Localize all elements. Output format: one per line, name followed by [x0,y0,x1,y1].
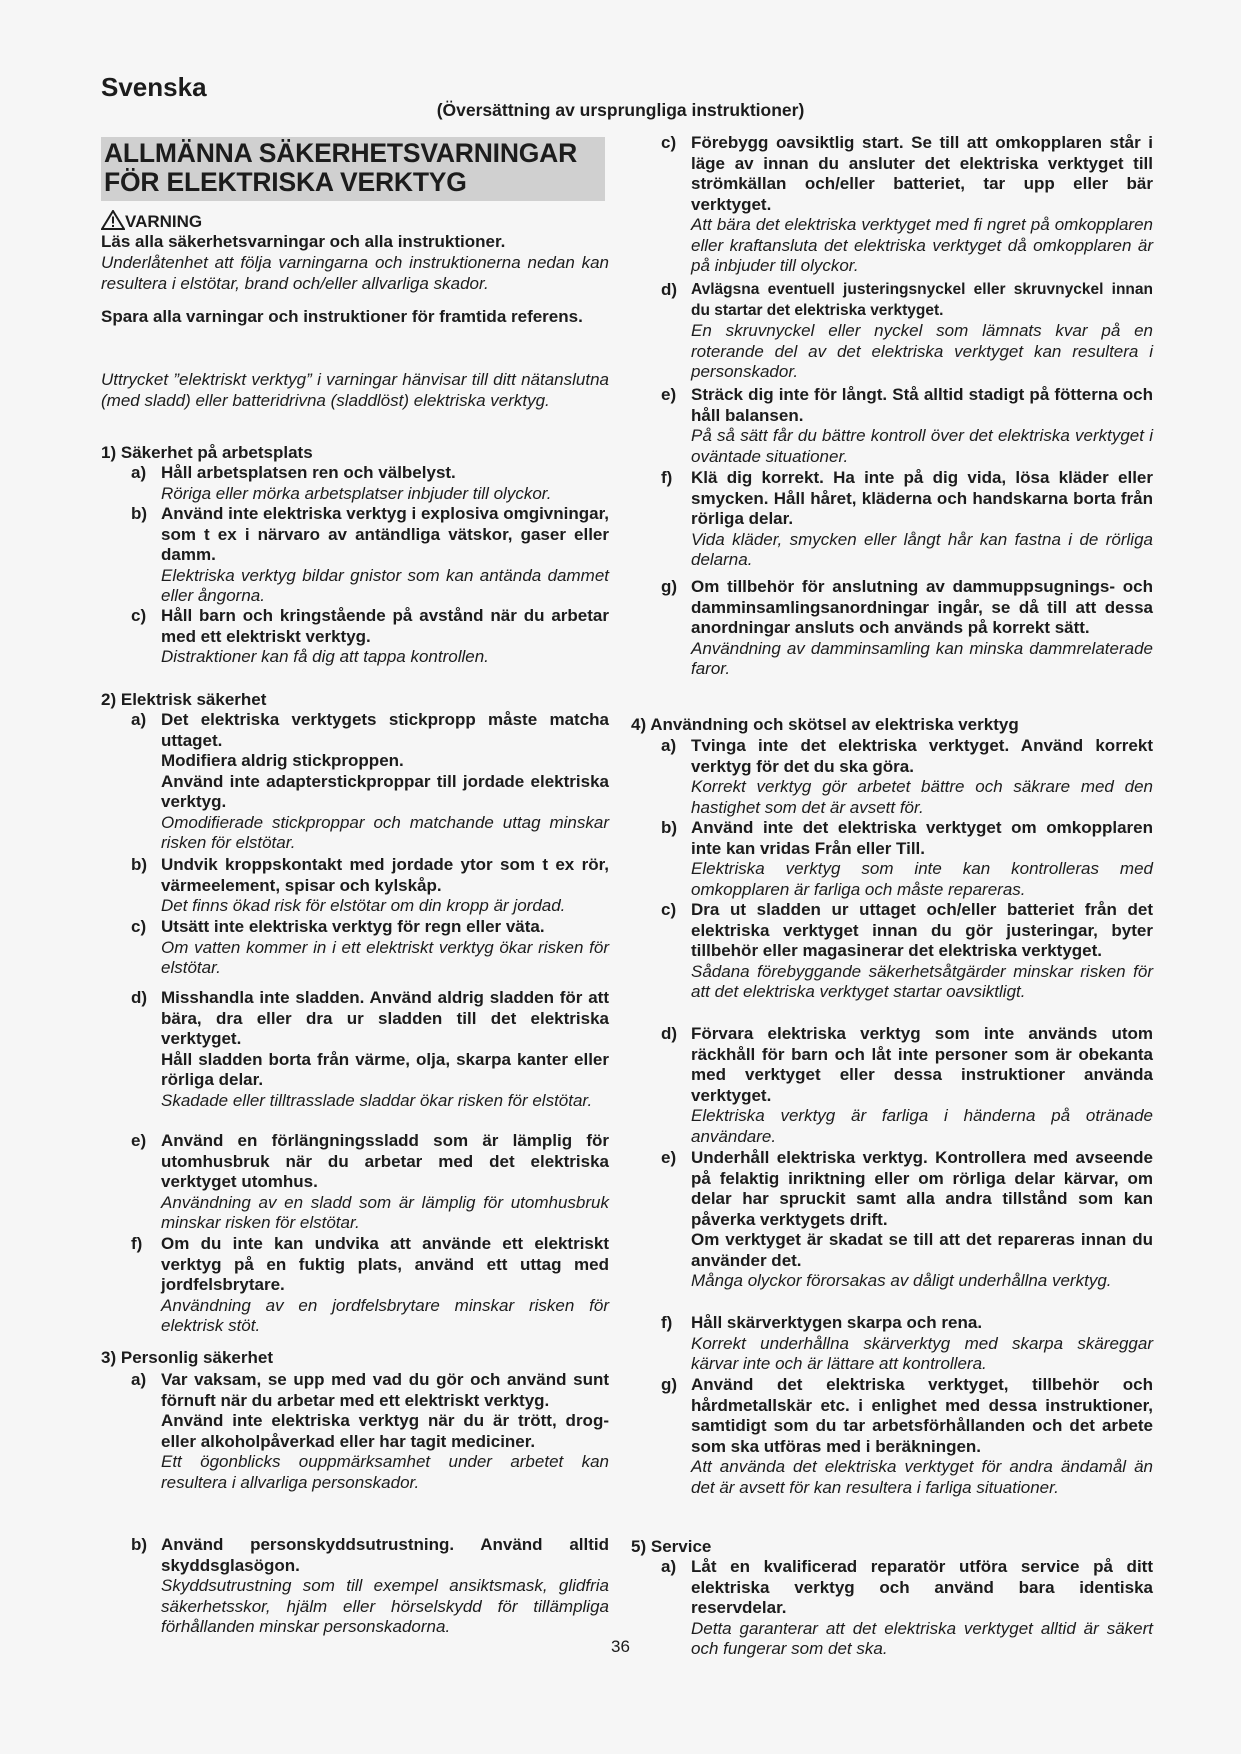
list-item-3g [661,577,1153,680]
list-item-1c [131,606,609,668]
list-item-4e [661,1148,1153,1292]
warning-lead: Läs alla säkerhetsvarningar och alla instruktioner. [101,232,506,251]
list-item-4b [661,818,1153,900]
item-instruction: Använd personskyddsutrustning. Använd alltid skyddsglasögon. [161,1535,609,1575]
item-instruction: Använd en förlängningssladd som är lämplig för utomhusbruk när du arbetar med det elektriska verktyget utomhus. [161,1131,609,1191]
item-label: a) [131,1370,147,1389]
item-instruction: Modifiera aldrig stickproppen. [161,751,404,770]
list-item-4d [661,1024,1153,1147]
list-item-2f [131,1234,609,1337]
section-2-title: Elektrisk säkerhet [120,690,267,709]
power-tool-definition: Uttrycket ”elektriskt verktyg” i varningar hänvisar till ditt nätanslutna (med sladd) eller batteridrivna (sladdlöst) elektriska verktyg. [101,370,609,410]
section-1-heading [101,443,609,464]
item-instruction: Håll barn och kringstående på avstånd när du arbetar med ett elektriskt verktyg. [161,606,609,646]
list-item-2d [131,988,609,1111]
item-instruction: Om du inte kan undvika att använde ett elektriskt verktyg på en fuktig plats, använd ett uttag med jordfelsbrytare. [161,1234,609,1294]
item-explanation: Ett ögonblicks ouppmärksamhet under arbetet kan resultera i allvarliga personskador. [161,1452,609,1492]
section-4-heading [631,715,1153,736]
section-1-title: Säkerhet på arbetsplats [120,443,313,462]
item-label: b) [131,1535,148,1554]
item-instruction: Utsätt inte elektriska verktyg för regn eller väta. [161,917,545,936]
item-explanation: På så sätt får du bättre kontroll över det elektriska verktyget i oväntade situationer. [691,426,1153,466]
item-explanation: En skruvnyckel eller nyckel som lämnats kvar på en roterande del av det elektriska verktyget kan resultera i personskador. [691,321,1153,381]
translation-subtitle: (Översättning av ursprungliga instruktioner) [436,100,805,120]
item-instruction: Håll arbetsplatsen ren och välbelyst. [161,463,456,482]
list-item-1b [131,504,609,607]
section-3-title: Personlig säkerhet [120,1348,273,1367]
item-instruction: Om tillbehör för anslutning av dammuppsugnings- och damminsamlingsanordningar ingår, se då till att dessa anordningar ansluts och används på korrekt sätt. [691,577,1153,637]
warning-heading-row [101,210,609,233]
item-instruction: Använd det elektriska verktyget, tillbehör och hårdmetallskär etc. i enlighet med dessa instruktioner, samtidigt som du tar arbetsförhållanden och det arbete som ska utföras med i beräkningen. [691,1375,1153,1456]
item-label: b) [661,818,678,837]
item-explanation: Röriga eller mörka arbetsplatser inbjuder till olyckor. [161,483,552,503]
item-label: d) [661,280,678,299]
section-3-number: 3) [101,1348,117,1367]
item-explanation: Elektriska verktyg är farliga i händerna på otränade användare. [691,1106,1153,1146]
section-2-number: 2) [101,690,117,709]
language-heading: Svenska [101,72,207,102]
list-item-2a [131,710,609,854]
item-explanation: Om vatten kommer in i ett elektriskt verktyg ökar risken för elstötar. [161,937,609,977]
item-instruction: Misshandla inte sladden. Använd aldrig sladden för att bära, dra eller dra ur sladden till det elektriska verktyget. [161,988,609,1048]
item-explanation: Elektriska verktyg bildar gnistor som kan antända dammet eller ångorna. [161,565,609,605]
item-label: e) [661,1148,677,1167]
item-instruction: Låt en kvalificerad reparatör utföra service på ditt elektriska verktyg och använd bara identiska reservdelar. [691,1557,1153,1617]
item-label: c) [131,917,147,936]
section-5-number: 5) [631,1537,647,1556]
item-instruction: Om verktyget är skadat se till att det repareras innan du använder det. [691,1230,1153,1270]
list-item-4g [661,1375,1153,1498]
item-label: b) [131,855,148,874]
item-explanation: Skadade eller tilltrasslade sladdar ökar risken för elstötar. [161,1090,593,1110]
item-explanation: Korrekt underhållna skärverktyg med skarpa skäreggar kärvar inte och är lättare att kontrollera. [691,1333,1153,1373]
item-label: e) [131,1131,147,1150]
list-item-4f [661,1313,1153,1375]
item-instruction: Håll skärverktygen skarpa och rena. [691,1313,983,1332]
list-item-3b [131,1535,609,1638]
list-item-3d [661,280,1153,383]
banner-title: ALLMÄNNA SÄKERHETSVARNINGAR FÖR ELEKTRISKA VERKTYG [104,138,578,197]
list-item-3f [661,468,1153,571]
item-label: g) [661,1375,678,1394]
list-item-4a [661,736,1153,818]
section-4-number: 4) [631,715,647,734]
item-instruction: Dra ut sladden ur uttaget och/eller batteriet från det elektriska verktyget innan du gör justeringar, byter tillbehör eller magasinerar det elektriska verktyget. [691,900,1153,960]
section-5-heading [631,1537,1153,1558]
item-label: a) [131,710,147,729]
item-label: b) [131,504,148,523]
item-instruction: Förebygg oavsiktlig start. Se till att omkopplaren står i läge av innan du ansluter det elektriska verktyget till strömkällan och/eller batteriet, tar upp eller bär verktyget. [691,133,1153,214]
list-item-2e [131,1131,609,1234]
item-instruction: Klä dig korrekt. Ha inte på dig vida, lösa kläder eller smycken. Håll håret, kläderna och handskarna borta från rörliga delar. [691,468,1153,528]
item-instruction: Tvinga inte det elektriska verktyget. Använd korrekt verktyg för det du ska göra. [691,736,1153,776]
section-5-title: Service [650,1537,712,1556]
save-instructions: Spara alla varningar och instruktioner för framtida referens. [101,307,583,326]
item-label: g) [661,577,678,596]
warning-text: Underlåtenhet att följa varningarna och instruktionerna nedan kan resultera i elstötar, brand och/eller allvarliga skador. [101,253,609,293]
list-item-3c [661,133,1153,277]
item-instruction: Använd inte det elektriska verktyget om omkopplaren inte kan vridas Från eller Till. [691,818,1153,858]
item-explanation: Sådana förebyggande säkerhetsåtgärder minskar risken för att det elektriska verktyget startar oavsiktligt. [691,961,1153,1001]
warning-triangle-icon [101,212,125,231]
item-instruction: Avlägsna eventuell justeringsnyckel eller skruvnyckel innan du startar det elektriska verktyget. [691,281,1153,319]
section-1-number: 1) [101,443,117,462]
item-instruction: Sträck dig inte för långt. Stå alltid stadigt på fötterna och håll balansen. [691,385,1153,425]
item-explanation: Korrekt verktyg gör arbetet bättre och säkrare med den hastighet som det är avsett för. [691,777,1153,817]
item-instruction: Använd inte elektriska verktyg när du är trött, drog- eller alkoholpåverkad eller har tagit mediciner. [161,1411,609,1451]
item-explanation: Att använda det elektriska verktyget för andra ändamål än det är avsett för kan resultera i farliga situationer. [691,1457,1153,1497]
section-2-heading [101,690,609,711]
item-label: d) [131,988,148,1007]
item-explanation: Skyddsutrustning som till exempel ansiktsmask, glidfria säkerhetsskor, hjälm eller hörselskydd för tillämpliga förhållanden minskar personskadorna. [161,1576,609,1636]
item-label: f) [661,468,673,487]
section-4-title: Användning och skötsel av elektriska verktyg [650,715,1019,734]
item-explanation: Omodifierade stickproppar och matchande uttag minskar risken för elstötar. [161,812,609,852]
list-item-3a [131,1370,609,1493]
item-explanation: Användning av damminsamling kan minska dammrelaterade faror. [691,638,1153,678]
warning-heading: VARNING [125,212,203,231]
item-label: a) [661,736,677,755]
section-3-heading [101,1348,609,1369]
item-label: f) [661,1313,673,1332]
item-instruction: Var vaksam, se upp med vad du gör och använd sunt förnuft när du arbetar med ett elektriskt verktyg. [161,1370,609,1410]
item-instruction: Håll sladden borta från värme, olja, skarpa kanter eller rörliga delar. [161,1049,609,1089]
list-item-2b [131,855,609,917]
item-label: a) [661,1557,677,1576]
item-instruction: Använd inte adapterstickproppar till jordade elektriska verktyg. [161,771,609,811]
page-number: 36 [611,1637,630,1656]
item-instruction: Använd inte elektriska verktyg i explosiva omgivningar, som t ex i närvaro av antändliga vätskor, gaser eller damm. [161,504,609,564]
item-label: e) [661,385,677,404]
list-item-1a [131,463,609,504]
item-label: d) [661,1024,678,1043]
list-item-2c [131,917,609,979]
list-item-4c [661,900,1153,1003]
item-explanation: Vida kläder, smycken eller långt hår kan fastna i de rörliga delarna. [691,529,1153,569]
item-explanation: Det finns ökad risk för elstötar om din kropp är jordad. [161,896,566,915]
item-instruction: Förvara elektriska verktyg som inte används utom räckhåll för barn och låt inte personer som är obekanta med verktyget eller dessa instruktioner använda verktyget. [691,1024,1153,1105]
item-instruction: Underhåll elektriska verktyg. Kontrollera med avseende på felaktig inriktning eller om rörliga delar kärvar, om delar har spruckit samt alla andra tillstånd som kan påverka verktygets drift. [691,1148,1153,1229]
item-instruction: Det elektriska verktygets stickpropp måste matcha uttaget. [161,710,609,750]
item-explanation: Användning av en jordfelsbrytare minskar risken för elektrisk stöt. [161,1295,609,1335]
item-instruction: Undvik kroppskontakt med jordade ytor som t ex rör, värmeelement, spisar och kylskåp. [161,855,609,895]
item-label: c) [661,900,677,919]
item-explanation: Distraktioner kan få dig att tappa kontrollen. [161,647,489,666]
item-explanation: Att bära det elektriska verktyget med fi ngret på omkopplaren eller kraftansluta det elektriska verktyget då omkopplaren är på inbjuder till olyckor. [691,215,1153,275]
item-label: c) [661,133,677,152]
item-explanation: Användning av en sladd som är lämplig för utomhusbruk minskar risken för elstötar. [161,1192,609,1232]
item-explanation: Elektriska verktyg som inte kan kontrolleras med omkopplaren är farliga och måste repareras. [691,859,1153,899]
section-banner [101,137,605,201]
item-label: c) [131,606,147,625]
list-item-3e [661,385,1153,467]
item-label: a) [131,463,147,482]
item-explanation: Många olyckor förorsakas av dåligt underhållna verktyg. [691,1271,1112,1290]
item-explanation: Detta garanterar att det elektriska verktyget alltid är säkert och fungerar som det ska. [691,1618,1153,1658]
item-label: f) [131,1234,143,1253]
